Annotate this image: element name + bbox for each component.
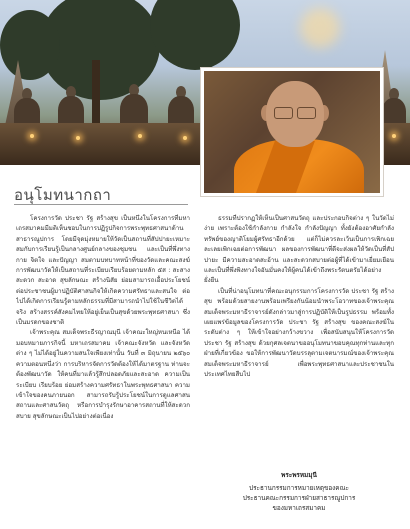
- candle-light: [30, 134, 34, 138]
- body-column-right: [204, 214, 394, 436]
- signatory-position: ของมหาเถรสมาคม: [272, 504, 326, 512]
- title-divider: [14, 204, 188, 205]
- signatory-position: ประธานคณะกรรมการฝ่ายสาธารณูปการ: [242, 494, 356, 502]
- candle-light: [183, 136, 187, 140]
- tree-trunk: [92, 60, 100, 130]
- body-column-left: [16, 214, 190, 524]
- buddha-statue: [382, 88, 406, 128]
- buddha-statue: [58, 86, 84, 128]
- paragraph: ธรรมที่ปรากฏให้เห็นเป็นศาสนวัตถุ และประกอบกิจต่าง ๆ ในวัดไม่ง่าย เพราะต้องใช้กำลังกาย กำลังใจ กำลังปัญญา ทั้งยังต้องอาศัยกำลังทรัพย์ของญาติโยมผู้ศรัทธาอีกด้วย แต่ก็ไม่ควรละเว้นเป็นการเพิกเฉยละเลยเพิกเฉยต่อการพัฒนา ผลของการพัฒนาที่ดีจะส่งผลให้วัดเป็นที่สัปปายะ มีความสะอาดสะอ้าน และสะดวกสบายต่อผู้ที่ได้เข้ามาเยี่ยมเยือน และเป็นที่พึ่งพิงทางใจอันมั่นคงให้ผู้คนได้เข้าถึงพระรัตนตรัยได้อย่างยั่งยืน: [204, 215, 394, 285]
- signatory-name: พระพรหมมุนี: [281, 471, 317, 479]
- tree-canopy: [150, 0, 240, 70]
- candle-light: [392, 134, 396, 138]
- page-title: อนุโมทนากถา: [14, 186, 112, 204]
- glasses-icon: [274, 107, 316, 117]
- candle-light: [138, 134, 142, 138]
- tree-canopy: [0, 10, 60, 80]
- paragraph: โครงการวัด ประชา รัฐ สร้างสุข เป็นหนึ่งในโครงการที่มหาเถรสมาคมมีมติเห็นชอบในการปฏิรูปกิจการพระพุทธศาสนาด้านสาธารณูปการ โดยมีจุดมุ่งหมายให้วัดเป็นสถานที่สัปปายะเหมาะสมกับการเรียนรู้เป็นกลางศูนย์กลางของชุมชน และเป็นที่พึ่งทางกาย จิตใจ และปัญญา สมตามบทบาทหน้าที่ของวัดและคณะสงฆ์ การพัฒนาวัดให้เป็นสถานที่ระเบียบเรียบร้อยตามหลัก ๕ส : สะสาง สะดวก สะอาด สุขลักษณะ สร้างนิสัย ย่อมสามารถเอื้อประโยชน์ต่อประชาชนผู้มาปฏิบัติศาสนกิจให้เกิดความศรัทธาและสนใจ ต่อไปได้เกิดการเรียนรู้ตามหลักธรรมที่มีสามารถนำไปใช้ในชีวิตได้จริง สร้างสรรค์สังคมไทยให้อยู่เย็นเป็นสุขด้วยพระพุทธศาสนา ซึ่งเป็นมรดกของชาติ: [16, 215, 190, 327]
- monk-portrait: [201, 68, 383, 196]
- paragraph: เจ้าพระคุณ สมเด็จพระธีรญาณมุนี เจ้าคณะใหญ่หนเหนือ ได้มอบหมายภารกิจนี้ มหาเถรสมาคม เจ้าคณะจังหวัด และจังหวัดต่าง ๆ ไม่ได้อยู่ในความสนใจเพียงเท่านั้น วันที่ ๓ มิถุนายน ๒๕๖๐ ความตอนหนึ่งว่า การบริหารจัดการวัดต้องให้ได้มาตรฐาน ท่านจะต้องพัฒนาวัด ให้คนที่มาแล้วรู้สึกปลอดภัยและสะอาด ความเป็นระเบียบ เรียบร้อย ย่อมสร้างความศรัทธาในพระพุทธศาสนา ความเข้าใจของคนภายนอก สามารถรับรู้ประโยชน์ในการดูแลศาสนสถานและศาสนวัตถุ หรือการบำรุงรักษาอาคารสถานที่ให้สะดวกสบาย สุขลักษณะเป็นไปอย่างต่อเนื่อง: [16, 329, 190, 420]
- moon-glow: [300, 8, 340, 48]
- paragraph: เป็นที่น่าอนุโมทนาที่คณะอนุกรรมการโครงการวัด ประชา รัฐ สร้างสุข พร้อมด้วยสายงานพร้อมเพรียงกันน้อมนำพระโอวาทของเจ้าพระคุณสมเด็จพระมหาธีราจารย์ดังกล่าวมาสู่การปฏิบัติให้เป็นรูปธรรม พร้อมทั้งเผยแพร่ข้อมูลของโครงการวัด ประชา รัฐ สร้างสุข ของคณะสงฆ์ในระดับต่าง ๆ ให้เข้าใจอย่างกว้างขวาง เพื่อสนับสนุนให้โครงการวัด ประชา รัฐ สร้างสุข ด้วยกุศลเจตนาขออนุโมทนาขอบคุณทุกท่านและทุกฝ่ายที่เกี่ยวข้อง ขอให้การพัฒนาวัดบรรลุตามเจตนารมณ์ของเจ้าพระคุณสมเด็จพระมหาธีราจารย์ เพื่อพระพุทธศาสนาและประชาชนในประเทศไทยสืบไป: [204, 287, 394, 379]
- candle-light: [76, 136, 80, 140]
- signatory-position: ประธานกรรมการหมายเหตุของคณะ: [249, 484, 349, 492]
- signature-block: [204, 470, 394, 513]
- buddha-statue: [120, 84, 148, 128]
- buddha-statue: [14, 88, 40, 128]
- buddha-statue: [168, 86, 194, 128]
